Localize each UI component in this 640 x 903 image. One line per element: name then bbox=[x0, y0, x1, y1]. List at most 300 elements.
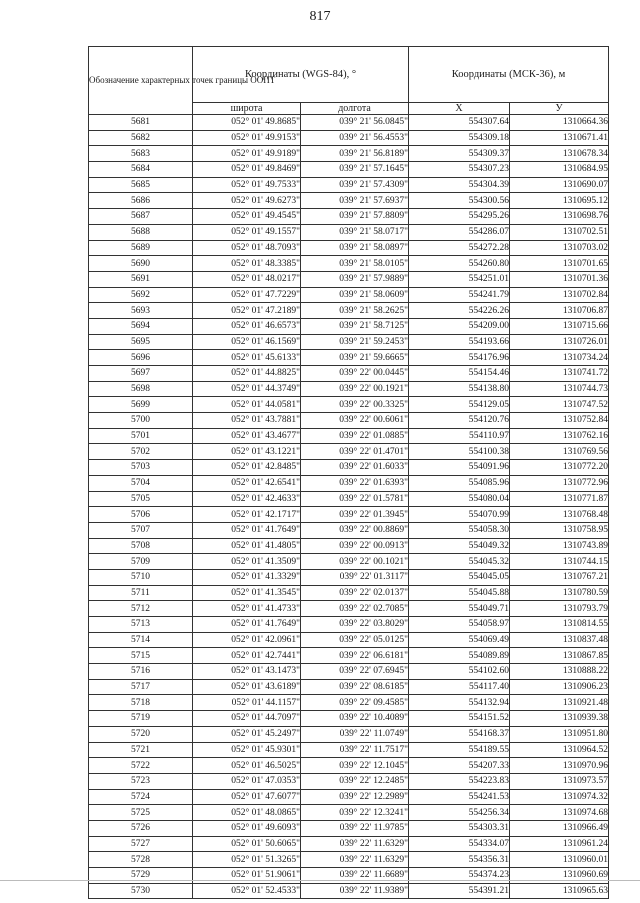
latitude-cell: 052° 01' 43.6189" bbox=[193, 679, 301, 695]
table-row bbox=[89, 397, 609, 413]
table-row bbox=[89, 460, 609, 476]
longitude-cell: 039° 22' 02.7085" bbox=[301, 601, 409, 617]
x-coordinate-cell: 554045.32 bbox=[409, 554, 510, 570]
y-coordinate-cell: 1310767.21 bbox=[510, 569, 609, 585]
table-row bbox=[89, 679, 609, 695]
point-id-cell: 5696 bbox=[89, 350, 193, 366]
latitude-cell: 052° 01' 42.0961" bbox=[193, 632, 301, 648]
latitude-cell: 052° 01' 42.4633" bbox=[193, 491, 301, 507]
longitude-cell: 039° 22' 12.2989" bbox=[301, 789, 409, 805]
point-id-cell: 5730 bbox=[89, 883, 193, 899]
x-coordinate-cell: 554374.23 bbox=[409, 868, 510, 884]
x-coordinate-cell: 554129.05 bbox=[409, 397, 510, 413]
longitude-cell: 039° 22' 00.1021" bbox=[301, 554, 409, 570]
x-coordinate-cell: 554272.28 bbox=[409, 240, 510, 256]
latitude-cell: 052° 01' 51.3265" bbox=[193, 852, 301, 868]
longitude-cell: 039° 22' 01.5781" bbox=[301, 491, 409, 507]
latitude-cell: 052° 01' 49.1557" bbox=[193, 224, 301, 240]
latitude-cell: 052° 01' 44.8825" bbox=[193, 366, 301, 382]
table-row bbox=[89, 193, 609, 209]
x-coordinate-cell: 554300.56 bbox=[409, 193, 510, 209]
y-coordinate-cell: 1310973.57 bbox=[510, 773, 609, 789]
longitude-cell: 039° 22' 01.6033" bbox=[301, 460, 409, 476]
latitude-cell: 052° 01' 47.2189" bbox=[193, 303, 301, 319]
latitude-cell: 052° 01' 41.3329" bbox=[193, 569, 301, 585]
latitude-cell: 052° 01' 48.7093" bbox=[193, 240, 301, 256]
latitude-cell: 052° 01' 42.1717" bbox=[193, 507, 301, 523]
table-row bbox=[89, 271, 609, 287]
y-coordinate-cell: 1310734.24 bbox=[510, 350, 609, 366]
x-coordinate-cell: 554132.94 bbox=[409, 695, 510, 711]
table-row bbox=[89, 334, 609, 350]
y-coordinate-cell: 1310960.01 bbox=[510, 852, 609, 868]
y-coordinate-cell: 1310974.32 bbox=[510, 789, 609, 805]
table-row bbox=[89, 444, 609, 460]
y-coordinate-cell: 1310701.36 bbox=[510, 271, 609, 287]
longitude-header: долгота bbox=[301, 103, 409, 115]
x-coordinate-cell: 554251.01 bbox=[409, 271, 510, 287]
longitude-cell: 039° 22' 07.6945" bbox=[301, 664, 409, 680]
point-id-cell: 5716 bbox=[89, 664, 193, 680]
latitude-cell: 052° 01' 48.3385" bbox=[193, 256, 301, 272]
latitude-cell: 052° 01' 43.4677" bbox=[193, 428, 301, 444]
longitude-cell: 039° 22' 02.0137" bbox=[301, 585, 409, 601]
y-coordinate-cell: 1310752.84 bbox=[510, 413, 609, 429]
wgs84-group-header: Координаты (WGS-84), ° bbox=[193, 47, 409, 103]
x-coordinate-cell: 554049.32 bbox=[409, 538, 510, 554]
latitude-cell: 052° 01' 43.7881" bbox=[193, 413, 301, 429]
point-id-cell: 5710 bbox=[89, 569, 193, 585]
x-coordinate-cell: 554151.52 bbox=[409, 711, 510, 727]
y-coordinate-cell: 1310888.22 bbox=[510, 664, 609, 680]
table-row bbox=[89, 303, 609, 319]
table-row bbox=[89, 115, 609, 131]
latitude-cell: 052° 01' 46.5025" bbox=[193, 758, 301, 774]
point-id-cell: 5689 bbox=[89, 240, 193, 256]
y-coordinate-cell: 1310793.79 bbox=[510, 601, 609, 617]
longitude-cell: 039° 22' 00.1921" bbox=[301, 381, 409, 397]
x-coordinate-cell: 554241.53 bbox=[409, 789, 510, 805]
latitude-cell: 052° 01' 46.1569" bbox=[193, 334, 301, 350]
y-coordinate-cell: 1310939.38 bbox=[510, 711, 609, 727]
y-coordinate-cell: 1310906.23 bbox=[510, 679, 609, 695]
table-row bbox=[89, 177, 609, 193]
longitude-cell: 039° 21' 58.0897" bbox=[301, 240, 409, 256]
x-coordinate-cell: 554241.79 bbox=[409, 287, 510, 303]
x-coordinate-cell: 554309.18 bbox=[409, 130, 510, 146]
x-coordinate-cell: 554189.55 bbox=[409, 742, 510, 758]
y-coordinate-cell: 1310921.48 bbox=[510, 695, 609, 711]
table-row bbox=[89, 585, 609, 601]
table-row bbox=[89, 789, 609, 805]
point-id-cell: 5703 bbox=[89, 460, 193, 476]
x-coordinate-cell: 554110.97 bbox=[409, 428, 510, 444]
latitude-cell: 052° 01' 43.1221" bbox=[193, 444, 301, 460]
point-id-cell: 5723 bbox=[89, 773, 193, 789]
longitude-cell: 039° 22' 11.9785" bbox=[301, 820, 409, 836]
x-header: X bbox=[409, 103, 510, 115]
point-id-cell: 5721 bbox=[89, 742, 193, 758]
table-row bbox=[89, 773, 609, 789]
x-coordinate-cell: 554223.83 bbox=[409, 773, 510, 789]
longitude-cell: 039° 22' 08.6185" bbox=[301, 679, 409, 695]
x-coordinate-cell: 554102.60 bbox=[409, 664, 510, 680]
longitude-cell: 039° 22' 01.6393" bbox=[301, 475, 409, 491]
y-coordinate-cell: 1310744.15 bbox=[510, 554, 609, 570]
longitude-cell: 039° 22' 12.1045" bbox=[301, 758, 409, 774]
point-id-cell: 5698 bbox=[89, 381, 193, 397]
x-coordinate-cell: 554058.97 bbox=[409, 617, 510, 633]
latitude-cell: 052° 01' 44.1157" bbox=[193, 695, 301, 711]
table-row bbox=[89, 428, 609, 444]
table-row bbox=[89, 240, 609, 256]
latitude-cell: 052° 01' 41.4805" bbox=[193, 538, 301, 554]
latitude-cell: 052° 01' 49.6273" bbox=[193, 193, 301, 209]
y-coordinate-cell: 1310771.87 bbox=[510, 491, 609, 507]
longitude-cell: 039° 22' 09.4585" bbox=[301, 695, 409, 711]
longitude-cell: 039° 21' 58.2625" bbox=[301, 303, 409, 319]
table-row bbox=[89, 569, 609, 585]
point-id-cell: 5705 bbox=[89, 491, 193, 507]
point-id-cell: 5727 bbox=[89, 836, 193, 852]
point-id-cell: 5728 bbox=[89, 852, 193, 868]
y-coordinate-cell: 1310814.55 bbox=[510, 617, 609, 633]
point-id-cell: 5692 bbox=[89, 287, 193, 303]
point-id-cell: 5682 bbox=[89, 130, 193, 146]
point-id-cell: 5690 bbox=[89, 256, 193, 272]
point-id-cell: 5719 bbox=[89, 711, 193, 727]
table-row bbox=[89, 617, 609, 633]
latitude-cell: 052° 01' 49.8469" bbox=[193, 162, 301, 178]
longitude-cell: 039° 22' 03.8029" bbox=[301, 617, 409, 633]
table-row bbox=[89, 381, 609, 397]
longitude-cell: 039° 21' 58.0717" bbox=[301, 224, 409, 240]
longitude-cell: 039° 22' 00.8869" bbox=[301, 522, 409, 538]
y-coordinate-cell: 1310671.41 bbox=[510, 130, 609, 146]
table-row bbox=[89, 726, 609, 742]
table-row bbox=[89, 366, 609, 382]
point-id-cell: 5729 bbox=[89, 868, 193, 884]
latitude-cell: 052° 01' 41.4733" bbox=[193, 601, 301, 617]
point-id-cell: 5686 bbox=[89, 193, 193, 209]
y-coordinate-cell: 1310741.72 bbox=[510, 366, 609, 382]
x-coordinate-cell: 554049.71 bbox=[409, 601, 510, 617]
longitude-cell: 039° 22' 11.9389" bbox=[301, 883, 409, 899]
x-coordinate-cell: 554304.39 bbox=[409, 177, 510, 193]
longitude-cell: 039° 21' 58.7125" bbox=[301, 318, 409, 334]
y-coordinate-cell: 1310974.68 bbox=[510, 805, 609, 821]
point-id-cell: 5720 bbox=[89, 726, 193, 742]
table-row bbox=[89, 475, 609, 491]
y-coordinate-cell: 1310970.96 bbox=[510, 758, 609, 774]
table-row bbox=[89, 664, 609, 680]
latitude-cell: 052° 01' 41.7649" bbox=[193, 617, 301, 633]
x-coordinate-cell: 554226.26 bbox=[409, 303, 510, 319]
latitude-cell: 052° 01' 45.9301" bbox=[193, 742, 301, 758]
y-coordinate-cell: 1310726.01 bbox=[510, 334, 609, 350]
x-coordinate-cell: 554334.07 bbox=[409, 836, 510, 852]
y-coordinate-cell: 1310684.95 bbox=[510, 162, 609, 178]
table-row bbox=[89, 538, 609, 554]
longitude-cell: 039° 22' 12.3241" bbox=[301, 805, 409, 821]
y-coordinate-cell: 1310780.59 bbox=[510, 585, 609, 601]
y-coordinate-cell: 1310664.36 bbox=[510, 115, 609, 131]
longitude-cell: 039° 22' 00.3325" bbox=[301, 397, 409, 413]
longitude-cell: 039° 22' 00.0445" bbox=[301, 366, 409, 382]
x-coordinate-cell: 554080.04 bbox=[409, 491, 510, 507]
latitude-cell: 052° 01' 46.6573" bbox=[193, 318, 301, 334]
y-coordinate-cell: 1310702.84 bbox=[510, 287, 609, 303]
x-coordinate-cell: 554176.96 bbox=[409, 350, 510, 366]
table-row bbox=[89, 287, 609, 303]
x-coordinate-cell: 554303.31 bbox=[409, 820, 510, 836]
point-id-cell: 5724 bbox=[89, 789, 193, 805]
x-coordinate-cell: 554058.30 bbox=[409, 522, 510, 538]
longitude-cell: 039° 21' 56.8189" bbox=[301, 146, 409, 162]
point-id-cell: 5704 bbox=[89, 475, 193, 491]
table-row bbox=[89, 162, 609, 178]
table-row bbox=[89, 742, 609, 758]
point-id-cell: 5687 bbox=[89, 209, 193, 225]
point-id-cell: 5700 bbox=[89, 413, 193, 429]
y-coordinate-cell: 1310951.80 bbox=[510, 726, 609, 742]
latitude-cell: 052° 01' 44.3749" bbox=[193, 381, 301, 397]
x-coordinate-cell: 554085.96 bbox=[409, 475, 510, 491]
latitude-cell: 052° 01' 52.4533" bbox=[193, 883, 301, 899]
longitude-cell: 039° 21' 58.0609" bbox=[301, 287, 409, 303]
table-row bbox=[89, 632, 609, 648]
latitude-cell: 052° 01' 49.9189" bbox=[193, 146, 301, 162]
x-coordinate-cell: 554100.38 bbox=[409, 444, 510, 460]
longitude-cell: 039° 22' 12.2485" bbox=[301, 773, 409, 789]
y-coordinate-cell: 1310678.34 bbox=[510, 146, 609, 162]
latitude-cell: 052° 01' 49.9153" bbox=[193, 130, 301, 146]
x-coordinate-cell: 554260.80 bbox=[409, 256, 510, 272]
point-id-cell: 5683 bbox=[89, 146, 193, 162]
x-coordinate-cell: 554307.64 bbox=[409, 115, 510, 131]
page-number: 817 bbox=[309, 9, 331, 24]
x-coordinate-cell: 554168.37 bbox=[409, 726, 510, 742]
point-id-cell: 5681 bbox=[89, 115, 193, 131]
latitude-cell: 052° 01' 49.7533" bbox=[193, 177, 301, 193]
x-coordinate-cell: 554069.49 bbox=[409, 632, 510, 648]
longitude-cell: 039° 22' 01.3945" bbox=[301, 507, 409, 523]
latitude-cell: 052° 01' 45.2497" bbox=[193, 726, 301, 742]
point-id-cell: 5697 bbox=[89, 366, 193, 382]
point-id-cell: 5702 bbox=[89, 444, 193, 460]
table-row bbox=[89, 820, 609, 836]
latitude-cell: 052° 01' 45.6133" bbox=[193, 350, 301, 366]
table-row bbox=[89, 224, 609, 240]
y-coordinate-cell: 1310698.76 bbox=[510, 209, 609, 225]
point-column-header: Обозначение характерных точек границы ООПТ bbox=[89, 47, 193, 115]
table-row bbox=[89, 758, 609, 774]
x-coordinate-cell: 554295.26 bbox=[409, 209, 510, 225]
y-coordinate-cell: 1310706.87 bbox=[510, 303, 609, 319]
msk36-group-header: Координаты (МСК-36), м bbox=[409, 47, 609, 103]
y-coordinate-cell: 1310747.52 bbox=[510, 397, 609, 413]
latitude-cell: 052° 01' 44.0581" bbox=[193, 397, 301, 413]
latitude-header: широта bbox=[193, 103, 301, 115]
latitude-cell: 052° 01' 49.6093" bbox=[193, 820, 301, 836]
longitude-cell: 039° 21' 57.6937" bbox=[301, 193, 409, 209]
x-coordinate-cell: 554070.99 bbox=[409, 507, 510, 523]
longitude-cell: 039° 21' 59.2453" bbox=[301, 334, 409, 350]
y-coordinate-cell: 1310769.56 bbox=[510, 444, 609, 460]
table-row bbox=[89, 256, 609, 272]
longitude-cell: 039° 22' 11.6689" bbox=[301, 868, 409, 884]
y-coordinate-cell: 1310965.63 bbox=[510, 883, 609, 899]
table-body bbox=[89, 115, 609, 899]
longitude-cell: 039° 22' 00.6061" bbox=[301, 413, 409, 429]
table-row bbox=[89, 522, 609, 538]
point-id-cell: 5709 bbox=[89, 554, 193, 570]
table-row bbox=[89, 648, 609, 664]
y-coordinate-cell: 1310701.65 bbox=[510, 256, 609, 272]
longitude-cell: 039° 21' 57.9889" bbox=[301, 271, 409, 287]
y-coordinate-cell: 1310715.66 bbox=[510, 318, 609, 334]
latitude-cell: 052° 01' 49.4545" bbox=[193, 209, 301, 225]
table-row bbox=[89, 146, 609, 162]
point-id-cell: 5706 bbox=[89, 507, 193, 523]
longitude-cell: 039° 22' 00.0913" bbox=[301, 538, 409, 554]
point-id-cell: 5707 bbox=[89, 522, 193, 538]
point-id-cell: 5726 bbox=[89, 820, 193, 836]
y-coordinate-cell: 1310703.02 bbox=[510, 240, 609, 256]
point-id-cell: 5688 bbox=[89, 224, 193, 240]
longitude-cell: 039° 21' 58.0105" bbox=[301, 256, 409, 272]
longitude-cell: 039° 22' 11.7517" bbox=[301, 742, 409, 758]
y-coordinate-cell: 1310702.51 bbox=[510, 224, 609, 240]
x-coordinate-cell: 554117.40 bbox=[409, 679, 510, 695]
y-coordinate-cell: 1310867.85 bbox=[510, 648, 609, 664]
y-coordinate-cell: 1310744.73 bbox=[510, 381, 609, 397]
point-id-cell: 5718 bbox=[89, 695, 193, 711]
point-id-cell: 5713 bbox=[89, 617, 193, 633]
x-coordinate-cell: 554209.00 bbox=[409, 318, 510, 334]
longitude-cell: 039° 22' 10.4089" bbox=[301, 711, 409, 727]
bottom-divider bbox=[0, 880, 640, 881]
latitude-cell: 052° 01' 41.3545" bbox=[193, 585, 301, 601]
table-row bbox=[89, 491, 609, 507]
longitude-cell: 039° 22' 01.4701" bbox=[301, 444, 409, 460]
point-id-cell: 5715 bbox=[89, 648, 193, 664]
point-id-cell: 5701 bbox=[89, 428, 193, 444]
point-id-cell: 5717 bbox=[89, 679, 193, 695]
latitude-cell: 052° 01' 42.6541" bbox=[193, 475, 301, 491]
table-row bbox=[89, 350, 609, 366]
table-row bbox=[89, 852, 609, 868]
latitude-cell: 052° 01' 41.3509" bbox=[193, 554, 301, 570]
x-coordinate-cell: 554309.37 bbox=[409, 146, 510, 162]
coordinates-table bbox=[88, 46, 609, 899]
point-id-cell: 5693 bbox=[89, 303, 193, 319]
longitude-cell: 039° 21' 56.0845" bbox=[301, 115, 409, 131]
table-row bbox=[89, 695, 609, 711]
x-coordinate-cell: 554307.23 bbox=[409, 162, 510, 178]
longitude-cell: 039° 22' 11.0749" bbox=[301, 726, 409, 742]
y-coordinate-cell: 1310690.07 bbox=[510, 177, 609, 193]
longitude-cell: 039° 21' 57.8809" bbox=[301, 209, 409, 225]
y-coordinate-cell: 1310768.48 bbox=[510, 507, 609, 523]
latitude-cell: 052° 01' 44.7097" bbox=[193, 711, 301, 727]
point-id-cell: 5695 bbox=[89, 334, 193, 350]
x-coordinate-cell: 554391.21 bbox=[409, 883, 510, 899]
point-id-cell: 5712 bbox=[89, 601, 193, 617]
table-row bbox=[89, 130, 609, 146]
longitude-cell: 039° 22' 05.0125" bbox=[301, 632, 409, 648]
longitude-cell: 039° 22' 06.6181" bbox=[301, 648, 409, 664]
latitude-cell: 052° 01' 47.7229" bbox=[193, 287, 301, 303]
table-row bbox=[89, 883, 609, 899]
latitude-cell: 052° 01' 48.0217" bbox=[193, 271, 301, 287]
longitude-cell: 039° 21' 59.6665" bbox=[301, 350, 409, 366]
latitude-cell: 052° 01' 41.7649" bbox=[193, 522, 301, 538]
table-row bbox=[89, 711, 609, 727]
point-id-cell: 5691 bbox=[89, 271, 193, 287]
longitude-cell: 039° 22' 11.6329" bbox=[301, 836, 409, 852]
point-id-cell: 5711 bbox=[89, 585, 193, 601]
x-coordinate-cell: 554138.80 bbox=[409, 381, 510, 397]
x-coordinate-cell: 554154.46 bbox=[409, 366, 510, 382]
table-row bbox=[89, 805, 609, 821]
latitude-cell: 052° 01' 51.9061" bbox=[193, 868, 301, 884]
latitude-cell: 052° 01' 48.0865" bbox=[193, 805, 301, 821]
longitude-cell: 039° 22' 01.3117" bbox=[301, 569, 409, 585]
y-coordinate-cell: 1310772.96 bbox=[510, 475, 609, 491]
y-header: У bbox=[510, 103, 609, 115]
table-row bbox=[89, 413, 609, 429]
y-coordinate-cell: 1310960.69 bbox=[510, 868, 609, 884]
table-row bbox=[89, 554, 609, 570]
latitude-cell: 052° 01' 50.6065" bbox=[193, 836, 301, 852]
y-coordinate-cell: 1310837.48 bbox=[510, 632, 609, 648]
point-id-cell: 5699 bbox=[89, 397, 193, 413]
latitude-cell: 052° 01' 42.8485" bbox=[193, 460, 301, 476]
point-id-cell: 5685 bbox=[89, 177, 193, 193]
y-coordinate-cell: 1310743.89 bbox=[510, 538, 609, 554]
x-coordinate-cell: 554356.31 bbox=[409, 852, 510, 868]
point-id-cell: 5684 bbox=[89, 162, 193, 178]
longitude-cell: 039° 22' 11.6329" bbox=[301, 852, 409, 868]
x-coordinate-cell: 554045.05 bbox=[409, 569, 510, 585]
longitude-cell: 039° 21' 57.4309" bbox=[301, 177, 409, 193]
y-coordinate-cell: 1310772.20 bbox=[510, 460, 609, 476]
latitude-cell: 052° 01' 47.0353" bbox=[193, 773, 301, 789]
table-row bbox=[89, 209, 609, 225]
y-coordinate-cell: 1310964.52 bbox=[510, 742, 609, 758]
longitude-cell: 039° 22' 01.0885" bbox=[301, 428, 409, 444]
y-coordinate-cell: 1310961.24 bbox=[510, 836, 609, 852]
longitude-cell: 039° 21' 57.1645" bbox=[301, 162, 409, 178]
table-row bbox=[89, 507, 609, 523]
y-coordinate-cell: 1310695.12 bbox=[510, 193, 609, 209]
x-coordinate-cell: 554091.96 bbox=[409, 460, 510, 476]
x-coordinate-cell: 554286.07 bbox=[409, 224, 510, 240]
y-coordinate-cell: 1310966.49 bbox=[510, 820, 609, 836]
table-row bbox=[89, 318, 609, 334]
x-coordinate-cell: 554045.88 bbox=[409, 585, 510, 601]
point-id-cell: 5694 bbox=[89, 318, 193, 334]
point-id-cell: 5725 bbox=[89, 805, 193, 821]
point-id-cell: 5708 bbox=[89, 538, 193, 554]
y-coordinate-cell: 1310758.95 bbox=[510, 522, 609, 538]
x-coordinate-cell: 554256.34 bbox=[409, 805, 510, 821]
x-coordinate-cell: 554207.33 bbox=[409, 758, 510, 774]
point-id-cell: 5714 bbox=[89, 632, 193, 648]
x-coordinate-cell: 554193.66 bbox=[409, 334, 510, 350]
point-id-cell: 5722 bbox=[89, 758, 193, 774]
